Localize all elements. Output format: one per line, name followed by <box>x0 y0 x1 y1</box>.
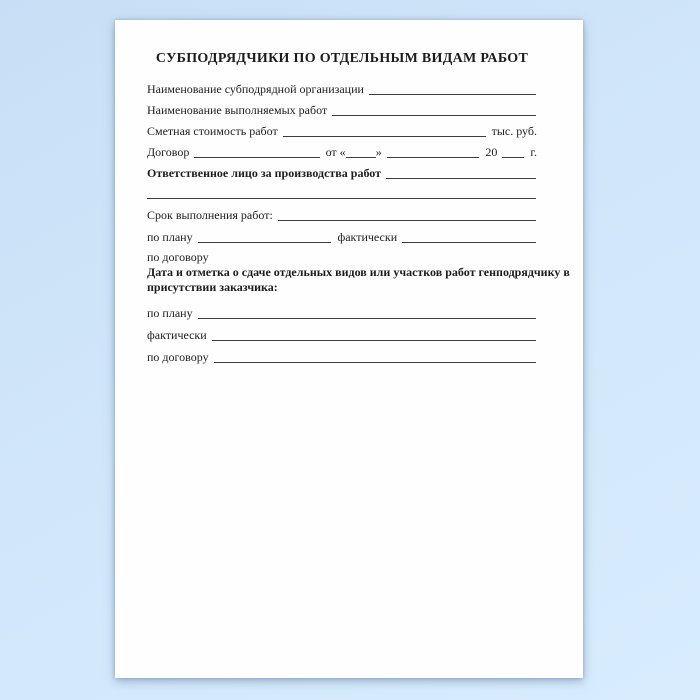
field-row-handover-fact <box>147 321 537 343</box>
plan-blank-line[interactable] <box>198 242 332 243</box>
handover-agreement-label: по договору <box>147 350 209 364</box>
handover-fact-label: фактически <box>147 328 207 342</box>
fact-blank-line[interactable] <box>402 242 536 243</box>
contract-day-blank-line[interactable] <box>346 157 376 158</box>
cost-blank-line[interactable] <box>283 136 486 137</box>
plan-label: по плану <box>147 230 193 244</box>
field-row-contract <box>147 139 537 160</box>
term-blank-line[interactable] <box>278 220 536 221</box>
works-label: Наименование выполняемых работ <box>147 103 328 117</box>
field-row-responsible-continuation <box>147 181 537 201</box>
responsible-continuation-blank-line[interactable] <box>147 198 536 199</box>
handover-fact-blank-line[interactable] <box>212 340 536 341</box>
cost-label: Сметная стоимость работ <box>147 124 278 138</box>
contract-year-label: 20 <box>485 145 498 159</box>
handover-paragraph-line2: присутствии заказчика: <box>147 280 278 294</box>
handover-paragraph-line1: Дата и отметка о сдаче отдельных видов или участков работ генподрядчику в <box>147 265 570 279</box>
field-row-handover-agreement <box>147 343 537 365</box>
document-page <box>115 20 583 678</box>
field-row-org <box>147 76 537 97</box>
contract-label: Договор <box>147 145 190 159</box>
document-title: СУБПОДРЯДЧИКИ ПО ОТДЕЛЬНЫМ ВИДАМ РАБОТ <box>155 51 529 66</box>
contract-month-blank-line[interactable] <box>387 157 480 158</box>
responsible-label: Ответственное лицо за производства работ <box>147 166 382 180</box>
fact-label: фактически <box>337 230 398 244</box>
field-row-cost <box>147 118 537 139</box>
org-label: Наименование субподрядной организации <box>147 82 364 96</box>
contract-year-blank-line[interactable] <box>502 157 524 158</box>
contract-date-prefix-label: от « <box>325 145 346 159</box>
document-content <box>147 50 570 365</box>
field-row-term <box>147 201 537 223</box>
org-blank-line[interactable] <box>369 94 536 95</box>
field-row-handover-plan <box>147 299 537 321</box>
agreement-text-line <box>147 250 537 265</box>
agreement-label: по договору <box>147 250 209 264</box>
handover-plan-label: по плану <box>147 306 193 320</box>
contract-year-suffix-label: г. <box>530 145 537 159</box>
responsible-blank-line[interactable] <box>386 178 536 179</box>
field-row-plan-fact <box>147 223 537 245</box>
term-label: Срок выполнения работ: <box>147 208 273 222</box>
field-row-responsible <box>147 160 537 181</box>
handover-agreement-blank-line[interactable] <box>214 362 536 363</box>
cost-suffix-label: тыс. руб. <box>491 124 537 138</box>
contract-date-close-label: » <box>375 145 382 159</box>
field-row-works <box>147 97 537 118</box>
handover-plan-blank-line[interactable] <box>198 318 536 319</box>
contract-number-blank-line[interactable] <box>194 157 319 158</box>
works-blank-line[interactable] <box>332 115 536 116</box>
